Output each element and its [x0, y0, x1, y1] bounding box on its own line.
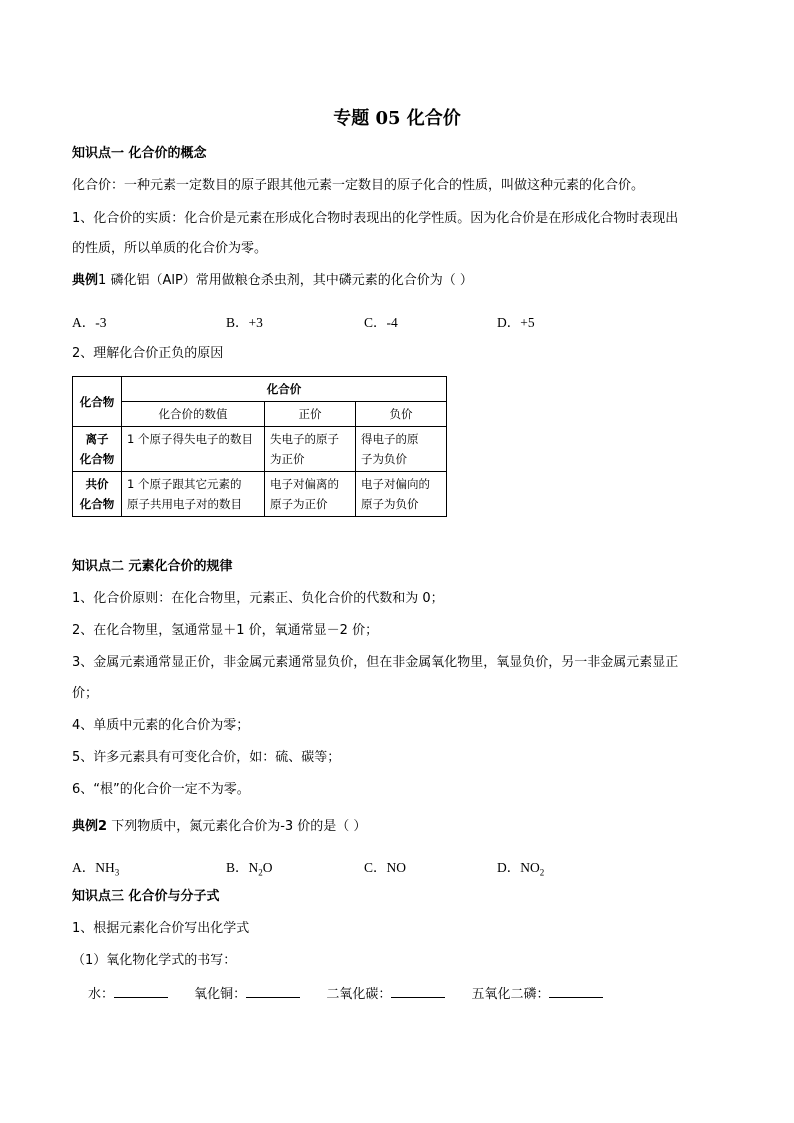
header-positive: 正价 — [265, 402, 356, 427]
example2 — [72, 819, 366, 835]
answer-blank-copper-oxide[interactable] — [246, 985, 300, 998]
example1-label: 典例 — [72, 273, 99, 288]
row-value-line1: 1 个原子跟其它元素的 — [127, 477, 242, 491]
header-negative: 负价 — [356, 402, 447, 427]
row-negative — [356, 427, 447, 472]
rule-5: 5、许多元素具有可变化合价，如：硫、碳等； — [72, 750, 341, 765]
row-positive — [265, 427, 356, 472]
row-value: 1 个原子得失电子的数目 — [122, 427, 265, 472]
section1-heading: 知识点一 化合价的概念 — [72, 146, 207, 161]
row-negative-line1: 电子对偏向的 — [361, 477, 430, 491]
definition-text: 化合价：一种元素一定数目的原子跟其他元素一定数目的原子化合的性质，叫做这种元素的化合价。 — [72, 178, 645, 193]
row-value — [122, 472, 265, 517]
example2-option-a: A．$NH_3$ — [72, 860, 120, 878]
example2-text: 下列物质中，氮元素化合价为-3 价的是（ ） — [111, 819, 367, 834]
example2-label: 典例 — [72, 819, 99, 834]
rule-3-cont: 价； — [72, 686, 99, 701]
section3-sub1: （1）氧化物化学式的书写： — [72, 953, 237, 968]
row-positive-line2: 为正价 — [270, 452, 305, 466]
example1-option-d: D．+5 — [497, 315, 535, 330]
row-value-line2: 原子共用电子对的数目 — [127, 497, 242, 511]
row-type — [73, 427, 122, 472]
fill-label-carbon-dioxide: 二氧化碳： — [326, 987, 392, 1002]
example1-option-c: C．-4 — [364, 315, 398, 330]
row-type-line1: 共价 — [85, 477, 109, 491]
example1-option-b: B．+3 — [226, 315, 263, 330]
row-negative-line2: 子为负价 — [361, 452, 407, 466]
example1 — [72, 273, 473, 289]
header-compound: 化合物 — [73, 377, 122, 427]
point1-line1: 1、化合价的实质：化合价是元素在形成化合物时表现出的化学性质。因为化合价是在形成化合物时表现出 — [72, 211, 679, 226]
rule-6: 6、“根”的化合价一定不为零。 — [72, 782, 250, 797]
row-positive-line1: 失电子的原子 — [270, 432, 339, 446]
row-type-line2: 化合物 — [79, 497, 115, 511]
row-type-line2: 化合物 — [79, 452, 115, 466]
valence-table — [72, 376, 447, 517]
table-row — [73, 472, 447, 517]
fill-label-phosphorus-pentoxide: 五氧化二磷： — [471, 987, 550, 1002]
section2-heading: 知识点二 元素化合价的规律 — [72, 559, 233, 574]
answer-blank-phosphorus-pentoxide[interactable] — [549, 985, 603, 998]
row-type-line1: 离子 — [85, 432, 109, 446]
answer-blank-carbon-dioxide[interactable] — [391, 985, 445, 998]
row-positive-line2: 原子为正价 — [270, 497, 328, 511]
example1-option-a: A．-3 — [72, 315, 107, 330]
rule-3: 3、金属元素通常显正价，非金属元素通常显负价，但在非金属氧化物里，氧显负价，另一非金属元素显正 — [72, 655, 679, 670]
section3-heading: 知识点三 化合价与分子式 — [72, 889, 220, 904]
point2-text: 2、理解化合价正负的原因 — [72, 346, 224, 361]
row-type — [73, 472, 122, 517]
fill-blank-row — [88, 985, 625, 1003]
row-positive-line1: 电子对偏离的 — [270, 477, 339, 491]
answer-blank-water[interactable] — [114, 985, 168, 998]
fill-label-copper-oxide: 氧化铜： — [194, 987, 247, 1002]
example1-num: 1 — [98, 273, 107, 288]
page-title: 专题 05 化合价 — [333, 108, 461, 129]
row-negative-line1: 得电子的原 — [361, 432, 419, 446]
example2-option-d: D．$NO_2$ — [497, 860, 545, 878]
example2-option-b: B．$N_2O$ — [226, 860, 273, 878]
fill-label-water: 水： — [88, 987, 115, 1002]
row-positive — [265, 472, 356, 517]
row-negative-line2: 原子为负价 — [361, 497, 419, 511]
table-row — [73, 427, 447, 472]
header-value: 化合价的数值 — [122, 402, 265, 427]
example2-option-c: C．NO — [364, 860, 407, 875]
rule-2: 2、在化合物里，氢通常显＋1 价，氧通常显－2 价； — [72, 623, 379, 638]
row-negative — [356, 472, 447, 517]
example1-text: 磷化铝（AlP）常用做粮仓杀虫剂，其中磷元素的化合价为（ ） — [110, 273, 473, 288]
header-valence: 化合价 — [122, 377, 447, 402]
point1-line2: 的性质，所以单质的化合价为零。 — [72, 241, 268, 256]
section3-point1: 1、根据元素化合价写出化学式 — [72, 921, 250, 936]
rule-1: 1、化合价原则：在化合物里，元素正、负化合价的代数和为 0； — [72, 591, 444, 606]
example2-num: 2 — [98, 819, 108, 834]
rule-4: 4、单质中元素的化合价为零； — [72, 718, 250, 733]
